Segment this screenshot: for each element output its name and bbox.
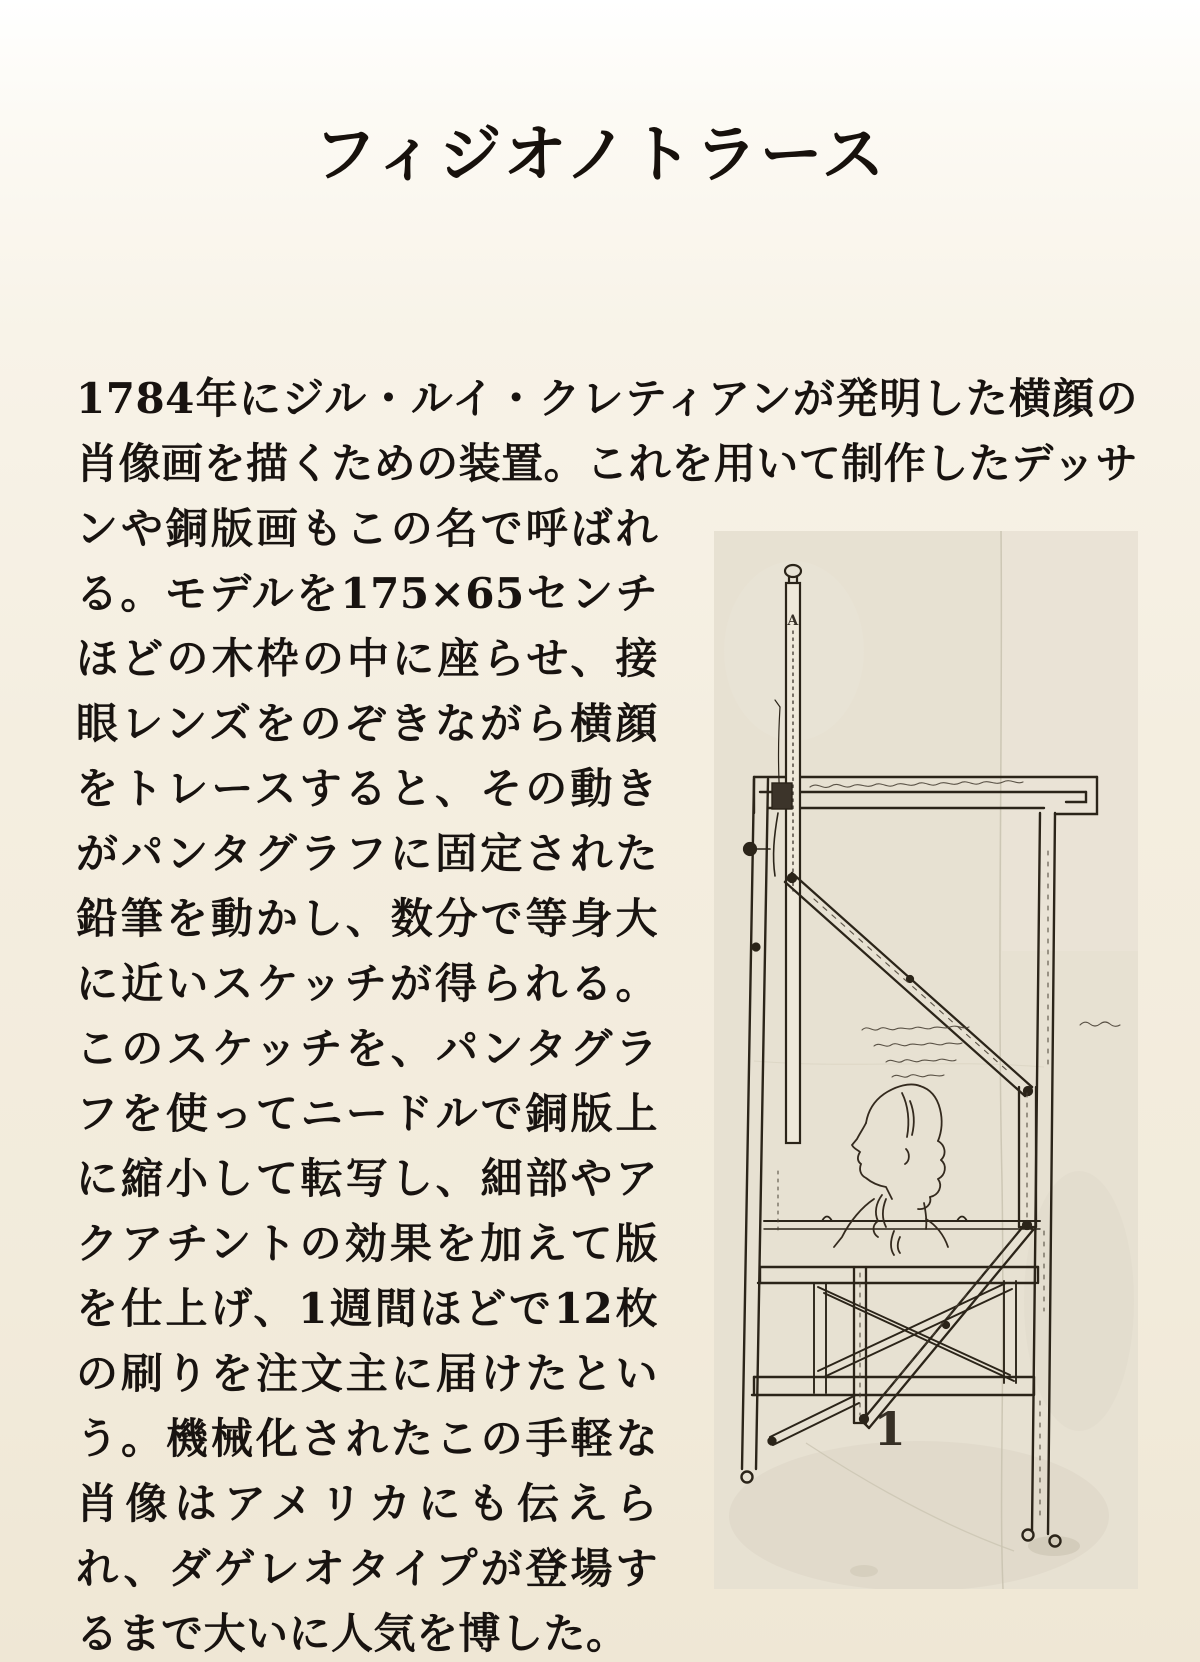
body-text: 1784年にジル・ルイ・クレティアンが発明した横顔の肖像画を描くための装置。これを用いて制作したデッサンや銅版画もこの名で呼ばれる。モデルを175×65センチほどの木枠の中に座らせ、接眼レンズをのぞきながら横顔をトレースすると、その動きがパンタグラフに固定された鉛筆を動かし、数分で等身大に近いスケッチが得られる。このスケッチを、パンタグラフを使ってニードルで銅版上に縮小して転写し、細部やアクアチントの効果を加えて版を仕上げ、1週間ほどで12枚の刷りを注文主に届けたという。機械化されたこの手軽な肖像はアメリカにも伝えられ、ダゲレオタイプが登場するまで大いに人気を博した。 — [76, 374, 1138, 1658]
figure-plate-number: 1 — [873, 1402, 907, 1456]
article-body — [76, 366, 1138, 1662]
page-title: フィジオノトラース — [313, 117, 887, 191]
physionotrace-figure — [714, 531, 1138, 1589]
figure-post-label: A — [787, 613, 799, 629]
physionotrace-drawing — [714, 531, 1138, 1589]
